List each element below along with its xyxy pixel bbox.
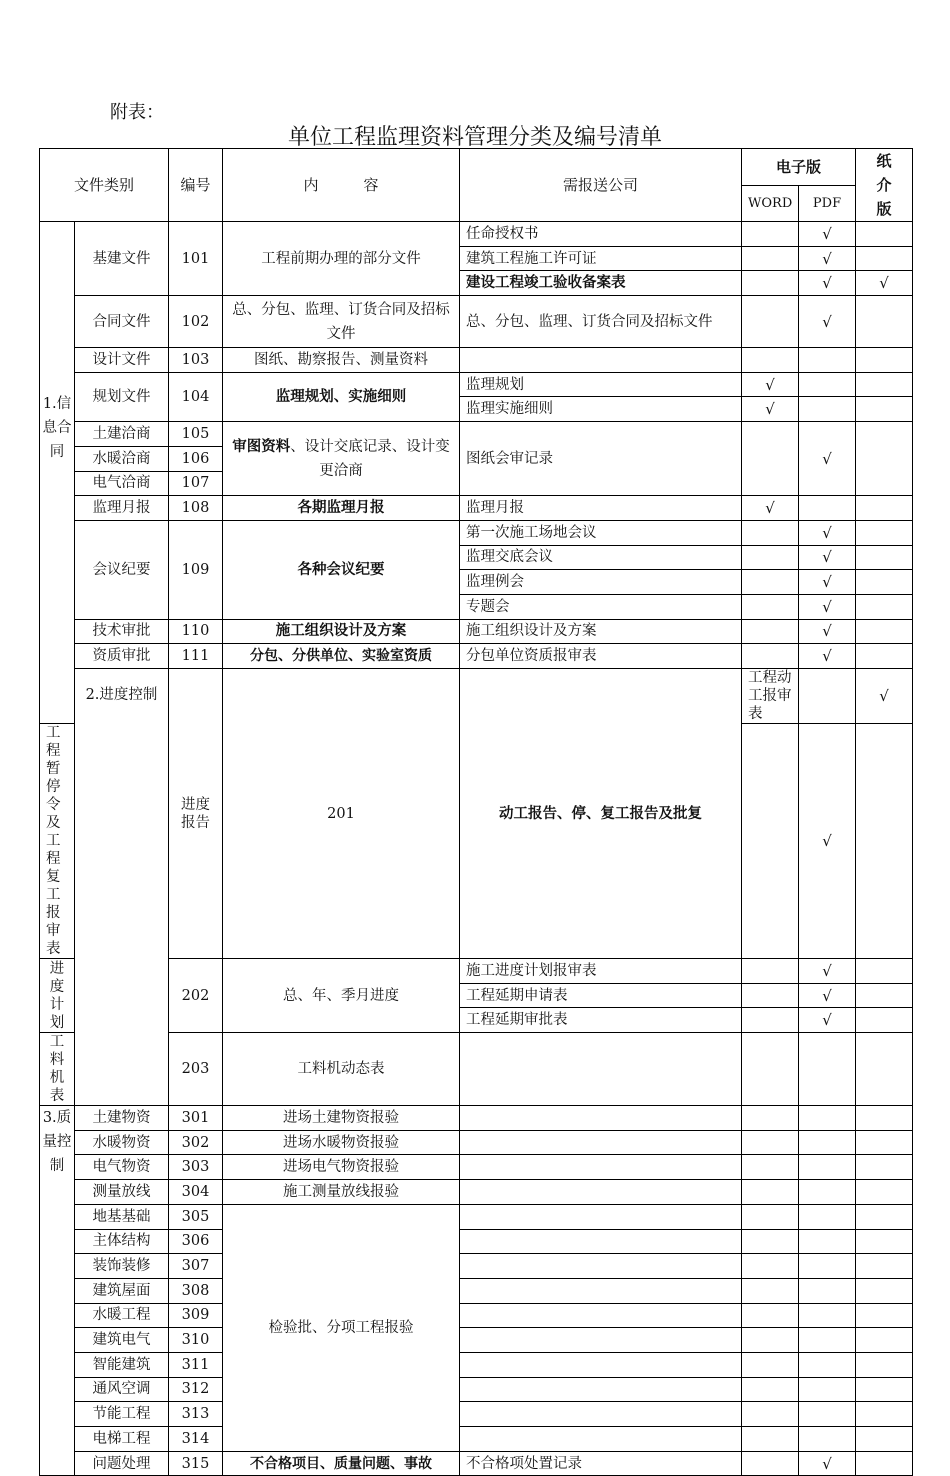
recipient-cell: 工程延期申请表 <box>460 983 742 1008</box>
check-mark: √ <box>799 1451 856 1476</box>
category-cell: 电气洽商 <box>75 471 169 496</box>
number-cell: 303 <box>169 1155 223 1180</box>
recipient-cell: 建设工程竣工验收备案表 <box>460 271 742 296</box>
category-cell: 技术审批 <box>75 619 169 644</box>
number-cell: 110 <box>169 619 223 644</box>
recipient-cell: 施工进度计划报审表 <box>460 959 742 984</box>
check-mark: √ <box>799 644 856 669</box>
category-cell: 会议纪要 <box>75 520 169 619</box>
content-cell: 总、年、季月进度 <box>223 959 460 1033</box>
category-cell: 设计文件 <box>75 348 169 373</box>
check-mark: √ <box>742 496 799 521</box>
number-cell: 301 <box>169 1106 223 1131</box>
check-mark: √ <box>799 983 856 1008</box>
check-mark: √ <box>799 724 856 959</box>
recipient-cell: 监理月报 <box>460 496 742 521</box>
check-mark: √ <box>799 271 856 296</box>
category-cell: 节能工程 <box>75 1402 169 1427</box>
number-cell: 103 <box>169 348 223 373</box>
check-mark: √ <box>799 545 856 570</box>
recipient-cell: 任命授权书 <box>460 222 742 247</box>
content-cell: 监理规划、实施细则 <box>223 372 460 421</box>
category-cell: 测量放线 <box>75 1180 169 1205</box>
category-cell: 进度报告 <box>169 669 223 959</box>
category-cell: 水暖物资 <box>75 1130 169 1155</box>
content-text: 、设计交底记录、设计变更洽商 <box>290 438 450 479</box>
content-cell: 动工报告、停、复工报告及批复 <box>460 669 742 959</box>
content-cell: 施工测量放线报验 <box>223 1180 460 1205</box>
check-mark: √ <box>799 570 856 595</box>
number-cell: 313 <box>169 1402 223 1427</box>
recipient-cell: 监理例会 <box>460 570 742 595</box>
recipient-cell: 分包单位资质报审表 <box>460 644 742 669</box>
check-mark: √ <box>856 271 913 296</box>
check-mark: √ <box>856 669 913 724</box>
recipient-cell: 不合格项处置记录 <box>460 1451 742 1476</box>
section-label-progress-control: 2.进度控制 <box>75 669 169 1106</box>
content-cell: 各种会议纪要 <box>223 520 460 619</box>
category-cell: 水暖洽商 <box>75 446 169 471</box>
check-mark: √ <box>799 1008 856 1033</box>
category-cell: 通风空调 <box>75 1377 169 1402</box>
check-mark: √ <box>799 296 856 348</box>
number-cell: 202 <box>169 959 223 1033</box>
check-mark: √ <box>742 372 799 397</box>
recipient-cell: 图纸会审记录 <box>460 422 742 496</box>
category-cell: 智能建筑 <box>75 1352 169 1377</box>
check-mark: √ <box>799 520 856 545</box>
number-cell: 105 <box>169 422 223 447</box>
content-cell: 工料机动态表 <box>223 1033 460 1106</box>
content-cell: 不合格项目、质量问题、事故 <box>223 1451 460 1476</box>
number-cell: 107 <box>169 471 223 496</box>
category-cell: 地基基础 <box>75 1204 169 1229</box>
header-number: 编号 <box>169 149 223 222</box>
number-cell: 304 <box>169 1180 223 1205</box>
recipient-cell: 工程动工报审表 <box>742 669 799 724</box>
recipient-cell: 监理实施细则 <box>460 397 742 422</box>
recipient-cell: 工程延期审批表 <box>460 1008 742 1033</box>
recipient-cell: 工程暂停令及工程复工报审表 <box>40 724 75 959</box>
category-cell: 土建物资 <box>75 1106 169 1131</box>
category-cell: 建筑屋面 <box>75 1278 169 1303</box>
content-cell: 施工组织设计及方案 <box>223 619 460 644</box>
number-cell: 312 <box>169 1377 223 1402</box>
check-mark: √ <box>799 619 856 644</box>
section-label-info-contract: 1.信息合同 <box>40 222 75 724</box>
header-category: 文件类别 <box>40 149 169 222</box>
content-cell: 总、分包、监理、订货合同及招标文件 <box>223 296 460 348</box>
category-cell: 基建文件 <box>75 222 169 296</box>
content-cell: 分包、分供单位、实验室资质 <box>223 644 460 669</box>
header-recipient: 需报送公司 <box>460 149 742 222</box>
recipient-cell: 建筑工程施工许可证 <box>460 246 742 271</box>
category-cell: 主体结构 <box>75 1229 169 1254</box>
header-content: 内 容 <box>223 149 460 222</box>
category-cell: 合同文件 <box>75 296 169 348</box>
number-cell: 108 <box>169 496 223 521</box>
category-cell: 电气物资 <box>75 1155 169 1180</box>
category-cell: 土建洽商 <box>75 422 169 447</box>
category-cell: 规划文件 <box>75 372 169 421</box>
content-cell: 图纸、勘察报告、测量资料 <box>223 348 460 373</box>
category-cell: 建筑电气 <box>75 1328 169 1353</box>
number-cell: 306 <box>169 1229 223 1254</box>
content-cell: 工程前期办理的部分文件 <box>223 222 460 296</box>
number-cell: 203 <box>169 1033 223 1106</box>
category-cell: 电梯工程 <box>75 1427 169 1452</box>
number-cell: 104 <box>169 372 223 421</box>
recipient-cell: 第一次施工场地会议 <box>460 520 742 545</box>
number-cell: 308 <box>169 1278 223 1303</box>
number-cell: 101 <box>169 222 223 296</box>
recipient-cell: 总、分包、监理、订货合同及招标文件 <box>460 296 742 348</box>
number-cell: 201 <box>223 669 460 959</box>
check-mark: √ <box>799 246 856 271</box>
number-cell: 307 <box>169 1254 223 1279</box>
document-title: 单位工程监理资料管理分类及编号清单 <box>287 125 662 150</box>
document-table <box>39 148 913 1476</box>
check-mark: √ <box>799 422 856 496</box>
check-mark: √ <box>799 959 856 984</box>
number-cell: 109 <box>169 520 223 619</box>
category-cell: 水暖工程 <box>75 1303 169 1328</box>
category-cell: 进度计划 <box>40 959 75 1033</box>
number-cell: 311 <box>169 1352 223 1377</box>
number-cell: 102 <box>169 296 223 348</box>
number-cell: 111 <box>169 644 223 669</box>
header-pdf: PDF <box>799 186 856 222</box>
number-cell: 310 <box>169 1328 223 1353</box>
recipient-cell: 专题会 <box>460 594 742 619</box>
category-cell: 监理月报 <box>75 496 169 521</box>
category-cell: 资质审批 <box>75 644 169 669</box>
header-electronic: 电子版 <box>742 149 856 186</box>
category-cell: 工料机表 <box>40 1033 75 1106</box>
header-word: WORD <box>742 186 799 222</box>
number-cell: 309 <box>169 1303 223 1328</box>
content-cell: 进场水暖物资报验 <box>223 1130 460 1155</box>
section-label-quality-control: 3.质量控制 <box>40 1106 75 1476</box>
header-paper: 纸介版 <box>856 149 913 222</box>
category-cell: 装饰装修 <box>75 1254 169 1279</box>
appendix-note: 附表： <box>110 102 164 123</box>
check-mark: √ <box>799 222 856 247</box>
recipient-cell: 监理交底会议 <box>460 545 742 570</box>
recipient-cell: 施工组织设计及方案 <box>460 619 742 644</box>
content-cell <box>223 422 460 496</box>
content-cell: 进场电气物资报验 <box>223 1155 460 1180</box>
number-cell: 314 <box>169 1427 223 1452</box>
number-cell: 305 <box>169 1204 223 1229</box>
content-bold-text: 审图资料 <box>232 438 291 455</box>
category-cell: 问题处理 <box>75 1451 169 1476</box>
content-cell: 各期监理月报 <box>223 496 460 521</box>
recipient-cell: 监理规划 <box>460 372 742 397</box>
check-mark: √ <box>799 594 856 619</box>
content-cell: 检验批、分项工程报验 <box>223 1204 460 1451</box>
number-cell: 106 <box>169 446 223 471</box>
number-cell: 302 <box>169 1130 223 1155</box>
content-cell: 进场土建物资报验 <box>223 1106 460 1131</box>
number-cell: 315 <box>169 1451 223 1476</box>
check-mark: √ <box>742 397 799 422</box>
